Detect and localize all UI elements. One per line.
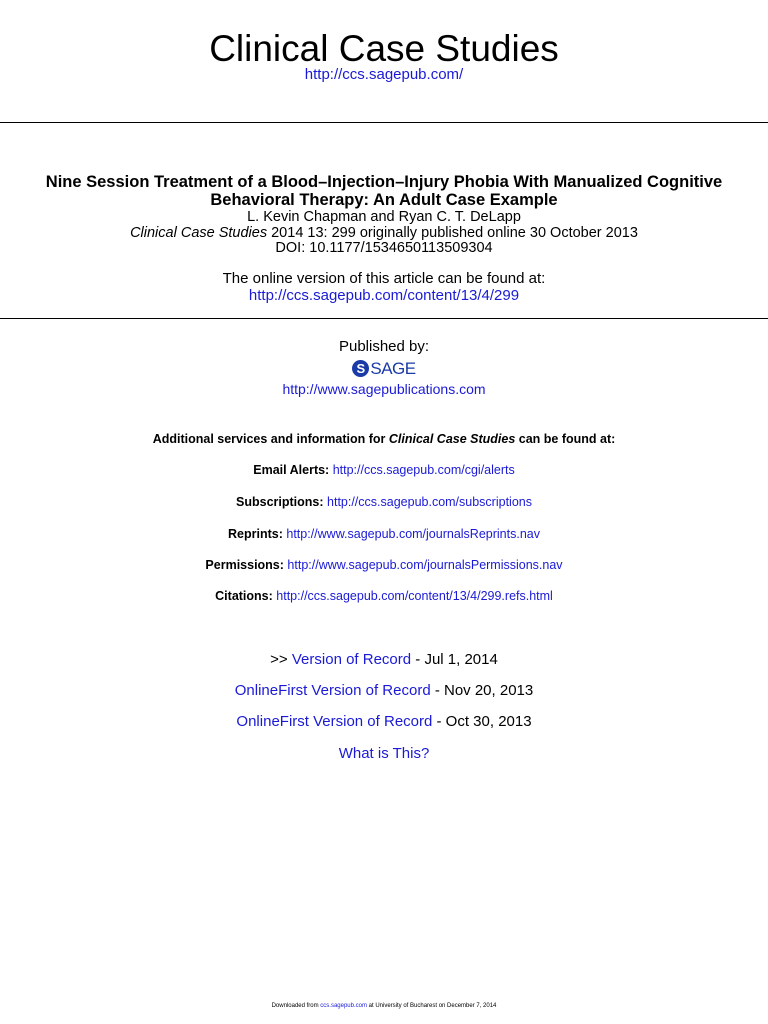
- service-reprints-link[interactable]: http://www.sagepub.com/journalsReprints.nav: [286, 527, 540, 541]
- publisher-url-line: [0, 380, 768, 398]
- service-label: Reprints:: [228, 527, 283, 541]
- article-url-line: [0, 287, 768, 305]
- online-version-text: The online version of this article can be found at:: [222, 270, 546, 287]
- download-footer: [0, 1002, 768, 1010]
- what-is-this-row: [0, 745, 768, 763]
- article-doi: DOI: 10.1177/1534650113509304: [275, 240, 493, 256]
- service-email-alerts-link[interactable]: http://ccs.sagepub.com/cgi/alerts: [332, 463, 515, 477]
- service-subscriptions-link[interactable]: http://ccs.sagepub.com/subscriptions: [327, 495, 532, 509]
- service-email-alerts: [0, 462, 768, 478]
- article-title-line2: Behavioral Therapy: An Adult Case Example: [210, 191, 558, 209]
- service-subscriptions: [0, 494, 768, 510]
- journal-url-link[interactable]: http://ccs.sagepub.com/: [304, 66, 464, 83]
- service-label: Email Alerts:: [253, 463, 330, 477]
- publisher-url-link[interactable]: http://www.sagepublications.com: [282, 381, 486, 397]
- article-title-line1: Nine Session Treatment of a Blood–Injection–Injury Phobia With Manualized Cognitive: [45, 173, 723, 191]
- service-reprints: [0, 526, 768, 542]
- sage-logo-group: [352, 358, 415, 380]
- sage-logo-text: SAGE: [370, 358, 416, 378]
- onlinefirst-version-link[interactable]: OnlineFirst Version of Record: [236, 713, 433, 730]
- service-permissions: [0, 557, 768, 573]
- onlinefirst-version-link[interactable]: OnlineFirst Version of Record: [234, 682, 431, 699]
- additional-services-heading: [0, 431, 768, 447]
- services-intro-journal: Clinical Case Studies: [388, 432, 516, 446]
- journal-url-line: [0, 66, 768, 84]
- service-label: Citations:: [215, 589, 273, 603]
- services-intro-suffix: can be found at:: [515, 432, 616, 446]
- footer-suffix: at University of Bucharest on December 7, 2014: [367, 1003, 497, 1009]
- service-permissions-link[interactable]: http://www.sagepub.com/journalsPermissions.nav: [287, 558, 563, 572]
- version-row-onlinefirst-oct: [0, 713, 768, 731]
- version-of-record-link[interactable]: Version of Record: [291, 651, 412, 668]
- article-authors: L. Kevin Chapman and Ryan C. T. DeLapp: [247, 209, 521, 225]
- sage-logo: [0, 356, 768, 378]
- version-date: - Oct 30, 2013: [432, 713, 532, 730]
- footer-site-link[interactable]: ccs.sagepub.com: [320, 1003, 367, 1009]
- current-version-marker: >>: [270, 651, 288, 668]
- version-date: - Jul 1, 2014: [411, 651, 498, 668]
- version-date: - Nov 20, 2013: [430, 682, 534, 699]
- service-label: Permissions:: [205, 558, 284, 572]
- middle-divider: [0, 318, 768, 319]
- journal-title: Clinical Case Studies: [209, 28, 559, 69]
- service-label: Subscriptions:: [236, 495, 324, 509]
- top-divider: [0, 122, 768, 123]
- version-row-onlinefirst-nov: [0, 682, 768, 700]
- service-citations: [0, 588, 768, 604]
- citation-details: 2014 13: 299 originally published online 30 October 2013: [267, 225, 638, 241]
- services-intro-prefix: Additional services and information for: [152, 432, 389, 446]
- service-citations-link[interactable]: http://ccs.sagepub.com/content/13/4/299.refs.html: [276, 589, 553, 603]
- footer-prefix: Downloaded from: [271, 1003, 321, 1009]
- article-url-link[interactable]: http://ccs.sagepub.com/content/13/4/299: [248, 287, 520, 304]
- version-row-current: [0, 651, 768, 669]
- sage-s-icon: S: [352, 360, 369, 377]
- citation-journal: Clinical Case Studies: [130, 225, 268, 241]
- what-is-this-link[interactable]: What is This?: [338, 745, 430, 762]
- published-by-label: Published by:: [338, 338, 430, 355]
